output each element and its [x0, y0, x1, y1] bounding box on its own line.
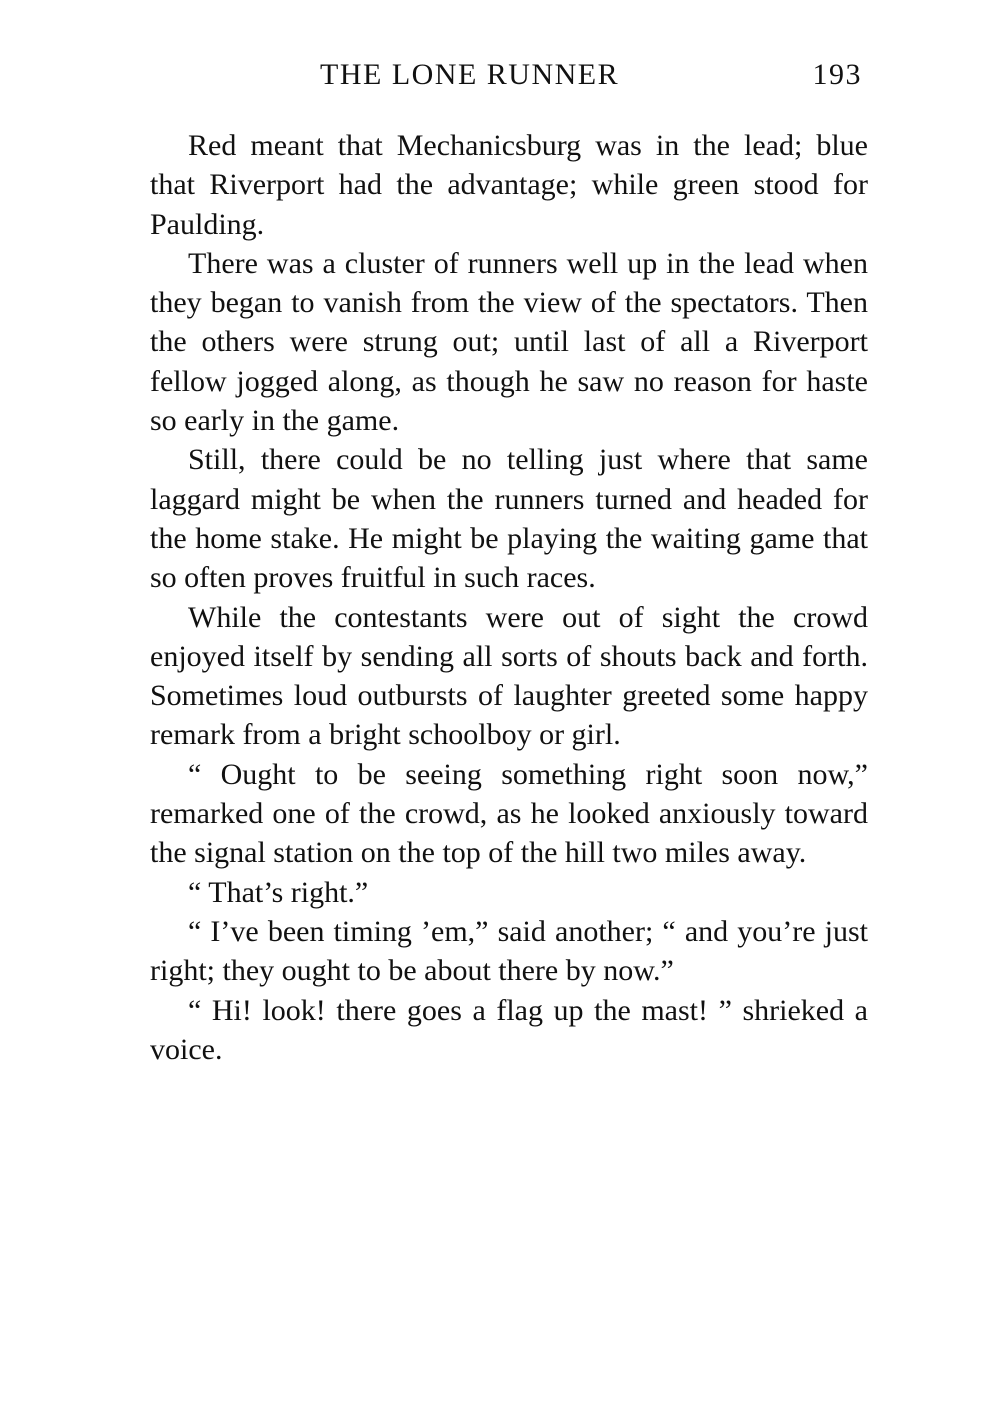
paragraph: “ Hi! look! there goes a flag up the mast! ” shrieked a voice. — [150, 993, 868, 1066]
paragraph: “ Ought to be seeing something right soon now,” remarked one of the crowd, as he looked anxiously toward the signal station on the top of the hill two miles away. — [150, 757, 868, 870]
body-text — [150, 126, 868, 1069]
paragraph: While the contestants were out of sight the crowd enjoyed itself by sending all sorts of shouts back and forth. Sometimes loud outbursts of laughter greeted some happy remark from a bright schoolboy or girl. — [150, 600, 868, 752]
page-number: 193 — [812, 58, 862, 91]
running-header — [150, 58, 868, 106]
paragraph: Still, there could be no telling just where that same laggard might be when the runners turned and headed for the home stake. He might be playing the waiting game that so often proves fruitful in such races. — [150, 443, 868, 595]
paragraph: “ I’ve been timing ’em,” said another; “ and you’re just right; they ought to be about there by now.” — [150, 914, 868, 988]
paragraph: There was a cluster of runners well up in the lead when they began to vanish from the view of the spectators. Then the others were strung out; until last of all a Riverport fellow jogged along, as though he saw no reason for haste so early in the game. — [150, 246, 868, 438]
paragraph: “ That’s right.” — [188, 875, 369, 909]
running-title: THE LONE RUNNER — [320, 58, 620, 91]
book-page — [150, 58, 868, 1069]
paragraph: Red meant that Mechanicsburg was in the lead; blue that Riverport had the advantage; while green stood for Paulding. — [150, 129, 868, 241]
